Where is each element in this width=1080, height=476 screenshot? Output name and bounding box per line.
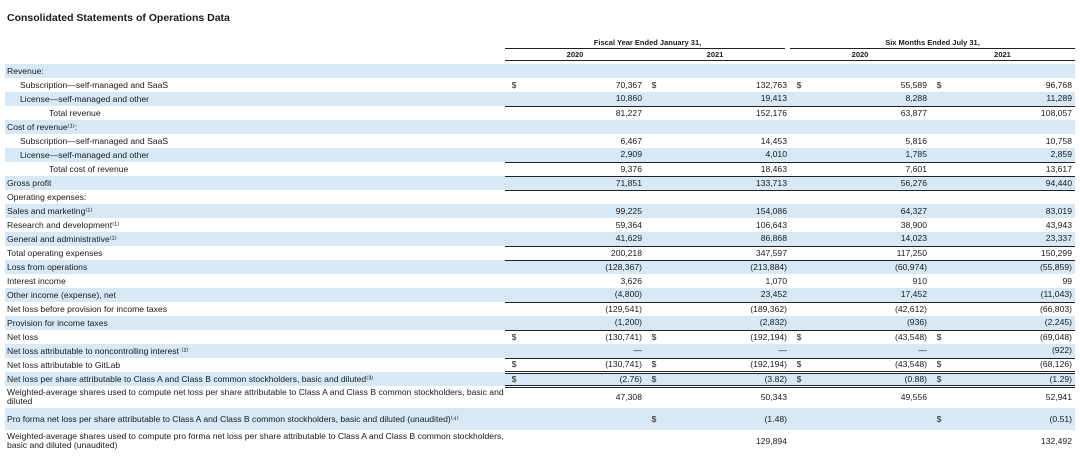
currency-symbol	[505, 408, 523, 430]
value-cell: 108,057	[1040, 107, 1072, 118]
currency-symbol	[505, 288, 523, 302]
currency-symbol	[505, 218, 523, 232]
value-cell	[808, 190, 930, 204]
value-cell	[663, 190, 790, 204]
currency-symbol	[505, 274, 523, 288]
currency-symbol	[930, 302, 948, 316]
currency-symbol	[505, 316, 523, 330]
value-cell	[523, 64, 645, 78]
table-row	[5, 78, 1075, 92]
currency-symbol	[645, 316, 663, 330]
table-row	[5, 330, 1075, 344]
currency-symbol	[790, 386, 808, 408]
currency-symbol	[930, 92, 948, 106]
currency-symbol	[790, 232, 808, 246]
value-cell: 41,629	[523, 232, 645, 246]
currency-symbol	[930, 190, 948, 204]
currency-symbol: $	[930, 372, 948, 386]
value-cell: 70,367	[615, 79, 642, 90]
table-row	[5, 64, 1075, 78]
value-cell: 99	[1062, 275, 1072, 286]
currency-symbol	[645, 430, 663, 452]
value-cell: (69,048)	[1039, 331, 1072, 342]
value-cell: 47,308	[615, 392, 642, 403]
currency-symbol: $	[930, 408, 948, 430]
currency-symbol	[645, 64, 663, 78]
value-cell: —	[663, 344, 790, 358]
value-cell: (42,612)	[894, 303, 927, 314]
currency-symbol	[505, 120, 523, 134]
currency-symbol	[930, 204, 948, 218]
currency-symbol	[645, 260, 663, 274]
currency-symbol	[505, 148, 523, 162]
value-cell	[523, 408, 645, 430]
currency-symbol	[790, 288, 808, 302]
year-header-2020-6m: 2020	[851, 50, 869, 59]
value-cell: (4,800)	[523, 288, 645, 302]
currency-symbol: $	[511, 331, 517, 342]
value-cell	[808, 64, 930, 78]
value-cell: 10,860	[523, 92, 645, 106]
value-cell: 17,452	[808, 288, 930, 302]
value-cell: (66,803)	[1039, 303, 1072, 314]
currency-symbol	[505, 260, 523, 274]
currency-symbol	[930, 288, 948, 302]
value-cell: 8,288	[808, 92, 930, 106]
currency-symbol	[645, 274, 663, 288]
currency-symbol	[645, 232, 663, 246]
row-label: Operating expenses:	[7, 191, 87, 202]
value-cell	[808, 430, 930, 452]
value-cell: (11,043)	[948, 288, 1075, 302]
year-header-2021-fy: 2021	[706, 50, 724, 59]
table-row	[5, 106, 1075, 120]
value-cell: 59,364	[615, 219, 642, 230]
currency-symbol	[645, 302, 663, 316]
table-row	[5, 204, 1075, 218]
row-label: Research and development⁽¹⁾	[7, 219, 120, 230]
value-cell: 81,227	[615, 107, 642, 118]
value-cell	[808, 120, 930, 134]
row-label: Other income (expense), net	[5, 288, 505, 302]
value-cell: 86,868	[663, 232, 790, 246]
value-cell: 64,327	[808, 204, 930, 218]
value-cell: (213,884)	[663, 260, 790, 274]
currency-symbol	[645, 134, 663, 148]
value-cell: (192,194)	[663, 358, 790, 372]
value-cell: 52,941	[1045, 392, 1072, 403]
value-cell: 38,900	[900, 219, 927, 230]
value-cell: 132,492	[1040, 435, 1072, 446]
currency-symbol	[790, 246, 808, 260]
currency-symbol	[790, 134, 808, 148]
value-cell: (192,194)	[750, 331, 787, 342]
table-row	[5, 134, 1075, 148]
value-cell	[523, 430, 645, 452]
value-cell: (2,832)	[663, 316, 790, 330]
value-cell: 13,617	[948, 162, 1075, 176]
row-label: Gross profit	[5, 176, 505, 190]
value-cell: 19,413	[663, 92, 790, 106]
value-cell	[523, 120, 645, 134]
currency-symbol	[645, 344, 663, 358]
row-label: Revenue:	[5, 64, 505, 78]
currency-symbol	[645, 386, 663, 408]
row-label: Net loss attributable to noncontrolling interest ⁽²⁾	[5, 344, 505, 358]
value-cell: 83,019	[948, 204, 1075, 218]
currency-symbol	[505, 134, 523, 148]
table-row	[5, 246, 1075, 260]
value-cell	[663, 64, 790, 78]
currency-symbol	[930, 148, 948, 162]
currency-symbol	[505, 176, 523, 190]
value-cell: 129,894	[755, 435, 787, 446]
currency-symbol	[505, 204, 523, 218]
value-cell: 14,023	[808, 232, 930, 246]
currency-symbol: $	[936, 79, 942, 90]
currency-symbol	[645, 218, 663, 232]
currency-symbol	[790, 218, 808, 232]
value-cell: (1,200)	[523, 316, 645, 330]
row-label: Total revenue	[49, 107, 101, 118]
value-cell: 133,713	[663, 176, 790, 190]
value-cell: (922)	[948, 344, 1075, 358]
currency-symbol	[505, 302, 523, 316]
currency-symbol: $	[796, 331, 802, 342]
currency-symbol	[930, 176, 948, 190]
row-label: License—self-managed and other	[5, 92, 505, 106]
currency-symbol	[645, 92, 663, 106]
year-header-rule	[505, 60, 1075, 61]
value-cell: (2.76)	[523, 372, 645, 386]
currency-symbol	[645, 204, 663, 218]
value-cell: (0.88)	[808, 372, 930, 386]
value-cell: (43,548)	[894, 331, 927, 342]
currency-symbol	[790, 204, 808, 218]
currency-symbol	[505, 344, 523, 358]
value-cell: (43,548)	[808, 358, 930, 372]
currency-symbol	[930, 120, 948, 134]
row-label: General and administrative⁽¹⁾	[5, 232, 505, 246]
currency-symbol	[790, 316, 808, 330]
currency-symbol: $	[645, 358, 663, 372]
currency-symbol	[790, 302, 808, 316]
value-cell: 1,070	[765, 275, 787, 286]
currency-symbol	[930, 316, 948, 330]
table-row	[5, 190, 1075, 204]
value-cell: (130,741)	[605, 331, 642, 342]
currency-symbol	[930, 344, 948, 358]
currency-symbol	[790, 64, 808, 78]
currency-symbol	[790, 92, 808, 106]
row-label: Total operating expenses	[7, 247, 103, 258]
currency-symbol	[645, 120, 663, 134]
table-row	[5, 358, 1075, 372]
currency-symbol	[930, 232, 948, 246]
row-label: Net loss	[7, 331, 39, 342]
currency-symbol	[790, 176, 808, 190]
value-cell	[523, 190, 645, 204]
currency-symbol: $	[651, 79, 657, 90]
value-cell: 154,086	[663, 204, 790, 218]
table-row	[5, 302, 1075, 316]
value-cell: 23,337	[948, 232, 1075, 246]
row-label: Weighted-average shares used to compute net loss per share attributable to Class A and Class B common stockholders, basic and diluted	[7, 387, 504, 406]
fiscal-year-header: Fiscal Year Ended January 31,	[593, 38, 702, 47]
currency-symbol	[645, 176, 663, 190]
row-label: Cost of revenue⁽¹⁾:	[5, 120, 505, 134]
value-cell: 23,452	[663, 288, 790, 302]
currency-symbol	[930, 218, 948, 232]
table-row	[5, 260, 1075, 274]
currency-symbol	[645, 148, 663, 162]
currency-symbol	[505, 64, 523, 78]
currency-symbol	[790, 162, 808, 176]
value-cell: (129,541)	[605, 303, 642, 314]
value-cell: —	[808, 344, 930, 358]
currency-symbol	[790, 148, 808, 162]
currency-symbol	[790, 274, 808, 288]
row-label: Sales and marketing⁽¹⁾	[5, 204, 505, 218]
currency-symbol	[505, 106, 523, 120]
value-cell: 2,859	[948, 148, 1075, 162]
year-header-2021-6m: 2021	[994, 50, 1011, 59]
currency-symbol	[645, 106, 663, 120]
fiscal-header-rule	[505, 48, 785, 49]
year-header-2020-fy: 2020	[566, 50, 584, 59]
currency-symbol: $	[511, 79, 517, 90]
value-cell: (936)	[808, 316, 930, 330]
value-cell: 1,785	[808, 148, 930, 162]
currency-symbol: $	[936, 331, 942, 342]
currency-symbol	[930, 106, 948, 120]
value-cell: —	[523, 344, 645, 358]
table-row	[5, 386, 1075, 408]
currency-symbol	[505, 246, 523, 260]
value-cell: 50,343	[760, 392, 787, 403]
value-cell: (189,362)	[750, 303, 787, 314]
table-body	[5, 64, 1075, 452]
value-cell: 43,943	[1045, 219, 1072, 230]
currency-symbol: $	[930, 358, 948, 372]
value-cell: 63,877	[900, 107, 927, 118]
row-label: Interest income	[7, 275, 66, 286]
row-label: Net loss attributable to GitLab	[7, 359, 121, 370]
row-label: Total cost of revenue	[49, 163, 129, 174]
value-cell: (0.51)	[948, 408, 1075, 430]
currency-symbol: $	[645, 372, 663, 386]
value-cell: 56,276	[808, 176, 930, 190]
six-months-header-rule	[790, 48, 1075, 49]
table-row	[5, 120, 1075, 134]
currency-symbol	[790, 344, 808, 358]
value-cell: (128,367)	[523, 260, 645, 274]
table-row	[5, 288, 1075, 302]
value-cell: 200,218	[523, 246, 645, 260]
value-cell: (60,974)	[808, 260, 930, 274]
value-cell: 10,758	[1045, 135, 1072, 146]
currency-symbol	[505, 190, 523, 204]
currency-symbol	[645, 162, 663, 176]
currency-symbol	[505, 232, 523, 246]
table-row	[5, 232, 1075, 246]
currency-symbol	[930, 274, 948, 288]
row-label: Subscription—self-managed and SaaS	[20, 79, 169, 90]
currency-symbol: $	[790, 372, 808, 386]
value-cell: 132,763	[755, 79, 787, 90]
value-cell: (3.82)	[663, 372, 790, 386]
table-row	[5, 148, 1075, 162]
row-label: License—self-managed and other	[5, 148, 505, 162]
table-row	[5, 316, 1075, 330]
value-cell: (130,741)	[523, 358, 645, 372]
currency-symbol: $	[505, 358, 523, 372]
table-row	[5, 344, 1075, 358]
table-row	[5, 176, 1075, 190]
currency-symbol	[930, 134, 948, 148]
value-cell: (2,245)	[948, 316, 1075, 330]
value-cell: 49,556	[900, 392, 927, 403]
table-row	[5, 430, 1075, 452]
value-cell: 55,589	[900, 79, 927, 90]
value-cell: 106,643	[755, 219, 787, 230]
currency-symbol	[790, 106, 808, 120]
value-cell: 117,250	[808, 246, 930, 260]
currency-symbol: $	[505, 372, 523, 386]
value-cell: 7,601	[808, 162, 930, 176]
value-cell: 347,597	[663, 246, 790, 260]
currency-symbol	[790, 430, 808, 452]
value-cell: 14,453	[760, 135, 787, 146]
value-cell: 94,440	[948, 176, 1075, 190]
row-label: Pro forma net loss per share attributable to Class A and Class B common stockholders, basic and diluted (unaudited)⁽⁴⁾	[5, 408, 505, 430]
row-label: Subscription—self-managed and SaaS	[20, 135, 169, 146]
table-row	[5, 218, 1075, 232]
currency-symbol	[930, 246, 948, 260]
table-row	[5, 274, 1075, 288]
currency-symbol	[645, 288, 663, 302]
value-cell: 4,010	[663, 148, 790, 162]
currency-symbol	[930, 386, 948, 408]
value-cell: 152,176	[755, 107, 787, 118]
currency-symbol	[790, 408, 808, 430]
currency-symbol	[790, 260, 808, 274]
value-cell: (68,126)	[948, 358, 1075, 372]
row-label: Net loss per share attributable to Class A and Class B common stockholders, basic and diluted⁽³⁾	[5, 372, 505, 386]
value-cell	[948, 64, 1075, 78]
value-cell: (55,859)	[948, 260, 1075, 274]
currency-symbol	[645, 190, 663, 204]
statement-title: Consolidated Statements of Operations Data	[7, 12, 230, 24]
currency-symbol	[505, 92, 523, 106]
six-months-header: Six Months Ended July 31,	[885, 38, 980, 47]
value-cell	[663, 120, 790, 134]
currency-symbol	[505, 386, 523, 408]
value-cell: 5,816	[905, 135, 927, 146]
table-row	[5, 162, 1075, 176]
value-cell: 11,289	[948, 92, 1075, 106]
table-row	[5, 372, 1075, 386]
value-cell: 3,626	[620, 275, 642, 286]
value-cell: 96,768	[1045, 79, 1072, 90]
currency-symbol	[930, 260, 948, 274]
table-row	[5, 92, 1075, 106]
table-row	[5, 408, 1075, 430]
value-cell: 2,909	[523, 148, 645, 162]
row-label: Provision for income taxes	[5, 316, 505, 330]
currency-symbol	[790, 120, 808, 134]
currency-symbol	[645, 246, 663, 260]
currency-symbol: $	[790, 358, 808, 372]
value-cell	[948, 120, 1075, 134]
currency-symbol: $	[651, 331, 657, 342]
value-cell: (1.29)	[948, 372, 1075, 386]
currency-symbol	[505, 430, 523, 452]
row-label: Loss from operations	[5, 260, 505, 274]
currency-symbol	[790, 190, 808, 204]
currency-symbol	[930, 162, 948, 176]
value-cell: 910	[912, 275, 927, 286]
value-cell: (1.48)	[663, 408, 790, 430]
value-cell	[808, 408, 930, 430]
value-cell: 71,851	[523, 176, 645, 190]
currency-symbol	[930, 64, 948, 78]
row-label: Net loss before provision for income taxes	[7, 303, 168, 314]
operations-table	[5, 64, 1075, 452]
value-cell: 18,463	[663, 162, 790, 176]
value-cell: 150,299	[948, 246, 1075, 260]
value-cell: 9,376	[523, 162, 645, 176]
value-cell	[948, 190, 1075, 204]
currency-symbol: $	[796, 79, 802, 90]
currency-symbol	[505, 162, 523, 176]
currency-symbol: $	[645, 408, 663, 430]
value-cell: 6,467	[620, 135, 642, 146]
row-label: Weighted-average shares used to compute pro forma net loss per share attributable to Class A and Class B common stockholders, basic and diluted (unaudited)	[7, 431, 504, 450]
value-cell: 99,225	[523, 204, 645, 218]
currency-symbol	[930, 430, 948, 452]
